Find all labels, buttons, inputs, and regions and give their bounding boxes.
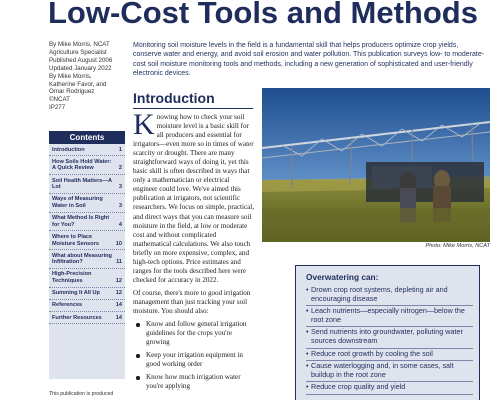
toc-page: 11 bbox=[116, 259, 122, 266]
toc-title: What Method Is Right for You? bbox=[52, 215, 110, 228]
irrigation-guidelines-list bbox=[133, 320, 255, 391]
byline-line: By Mike Morris, bbox=[49, 72, 92, 80]
toc-page: 12 bbox=[115, 290, 122, 297]
toc-item-high-precision[interactable] bbox=[49, 269, 125, 288]
toc-title: What about Measuring Infiltration? bbox=[52, 252, 112, 266]
intro-paragraph-1 bbox=[133, 108, 255, 285]
list-item: • Drown crop root systems, depleting air and encouraging disease bbox=[306, 285, 473, 306]
introduction-body bbox=[133, 108, 255, 395]
toc-title: References bbox=[52, 302, 83, 309]
toc-title: Further Resources bbox=[52, 314, 102, 321]
toc-title: Ways of Measuring Water in Soil bbox=[52, 196, 103, 209]
byline bbox=[49, 41, 129, 112]
intro-paragraph-2: Of course, there's more to good irrigation management than just tracking your soil moisture. You should also: bbox=[133, 288, 251, 315]
toc-item-ways-of-measuring[interactable] bbox=[49, 194, 125, 213]
summary-paragraph: Monitoring soil moisture levels in the field is a fundamental skill that helps producers optimize crop yields, conserve water and energy, and avoid soil erosion and water pollution. This publication surveys low- to moderate-cost soil moisture monitoring tools and methods, including a new generation of sophisticated and user-friendly electronic devices. bbox=[133, 42, 485, 78]
overwatering-title: Overwatering can: bbox=[306, 272, 379, 282]
byline-line: Updated January 2022 bbox=[49, 64, 112, 72]
toc-title: High-Precision Techniques bbox=[52, 271, 92, 285]
footnote: This publication is produced bbox=[49, 391, 114, 397]
list-item: • Reduce crop quality and yield bbox=[306, 382, 473, 395]
toc-page: 4 bbox=[118, 221, 122, 228]
toc-title: How Soils Hold Water: A Quick Review bbox=[52, 158, 112, 172]
toc-page: 10 bbox=[115, 240, 122, 247]
toc-item-references[interactable] bbox=[49, 300, 125, 312]
toc-item-further-resources[interactable] bbox=[49, 312, 125, 324]
byline-line: IP277 bbox=[49, 104, 66, 112]
list-item: • Reduce root growth by cooling the soil bbox=[306, 349, 473, 362]
byline-line: Published August 2006 bbox=[49, 56, 113, 64]
list-item: • Leach nutrients—especially nitrogen—below the root zone bbox=[306, 306, 473, 327]
toc-item-where-to-place[interactable] bbox=[49, 231, 125, 250]
toc-page: 2 bbox=[118, 165, 122, 172]
toc-title: Summing It All Up bbox=[52, 290, 100, 297]
toc-page: 12 bbox=[115, 278, 122, 285]
list-item: Know how much irrigation water you're applying bbox=[133, 373, 255, 391]
list-item: Know and follow general irrigation guidelines for the crops you're growing bbox=[133, 320, 255, 347]
toc-page: 3 bbox=[118, 202, 122, 209]
field-photo bbox=[262, 88, 490, 242]
toc-title: Soil Health Matters—A Lot bbox=[52, 177, 112, 191]
introduction-heading: Introduction bbox=[133, 90, 253, 109]
byline-line: Katherine Favor, and bbox=[49, 80, 107, 88]
contents-heading: Contents bbox=[49, 131, 125, 144]
byline-line: Omar Rodriguez bbox=[49, 88, 95, 96]
intro-paragraph-1-text: nowing how to check your soil moisture level is a basic skill for all producers and essential for irrigators—even more so in times of water scarcity or drought. There are many straightforward ways of doing it, yet this basic skill is often described in ways that only a mathematician or electrical engineer could love. We've aimed this publication at irrigators, not scientific researchers. We focus on simple, practical, and direct ways that you can measure soil moisture in the field, at low or moderate cost and without complicated mathematical calculations. We also touch briefly on more expensive, complex, and high-tech options. Price estimates and ranges for the tools described here were checked for accuracy in 2022. bbox=[133, 113, 255, 284]
drop-cap: K bbox=[133, 108, 155, 141]
overwatering-sidebar bbox=[295, 265, 480, 400]
toc-page: 14 bbox=[115, 314, 122, 321]
irrigation-field-illustration bbox=[262, 88, 490, 242]
toc-item-what-method[interactable] bbox=[49, 213, 125, 232]
toc-title: Where to Place Moisture Sensors bbox=[52, 233, 99, 247]
toc-title: Introduction bbox=[52, 146, 85, 153]
toc-item-infiltration[interactable] bbox=[49, 250, 125, 269]
byline-line: Agriculture Specialist bbox=[49, 48, 107, 56]
list-item: • Cause waterlogging and, in some cases, salt buildup in the root zone bbox=[306, 361, 473, 382]
contents-box bbox=[49, 131, 125, 379]
toc-item-summing-up[interactable] bbox=[49, 288, 125, 300]
list-item: Keep your irrigation equipment in good working order bbox=[133, 351, 255, 369]
photo-credit: Photo: Mike Morris, NCAT bbox=[425, 243, 490, 249]
document-title: Low-Cost Tools and Methods bbox=[48, 0, 478, 30]
toc-item-introduction[interactable] bbox=[49, 144, 125, 156]
toc-page: 14 bbox=[115, 302, 122, 309]
toc-page: 3 bbox=[118, 184, 122, 191]
byline-line: By Mike Morris, NCAT bbox=[49, 41, 110, 48]
toc-item-soil-health[interactable] bbox=[49, 175, 125, 194]
toc-page: 1 bbox=[118, 146, 122, 153]
byline-line: ©NCAT bbox=[49, 96, 70, 104]
toc-item-how-soils-hold-water[interactable] bbox=[49, 156, 125, 175]
list-item: • Send nutrients into groundwater, polluting water sources downstream bbox=[306, 327, 473, 348]
